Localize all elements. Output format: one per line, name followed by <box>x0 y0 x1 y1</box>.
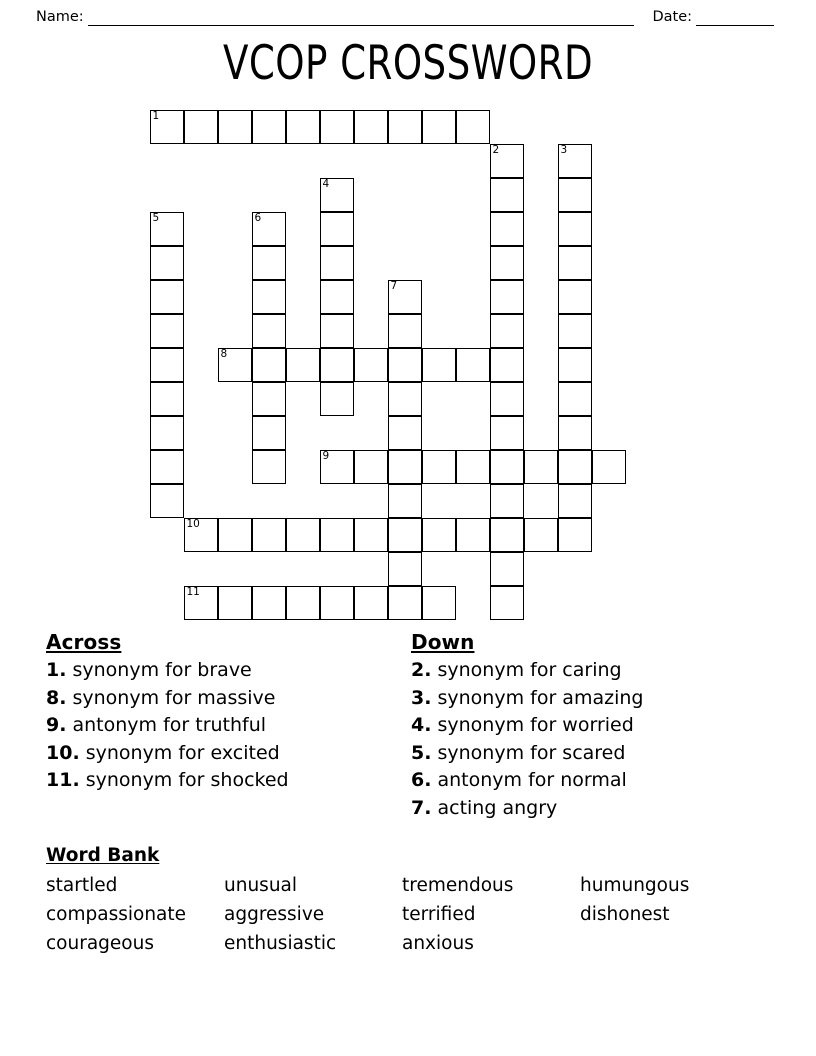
clue-number-9: 9 <box>322 450 330 462</box>
grid-cell[interactable] <box>558 484 592 518</box>
grid-cell[interactable] <box>422 110 456 144</box>
down-clue-list <box>411 657 791 822</box>
grid-cell[interactable] <box>388 586 422 620</box>
across-clue-9 <box>46 712 406 740</box>
grid-cell[interactable] <box>252 280 286 314</box>
date-write-line[interactable] <box>696 13 774 26</box>
grid-cell[interactable] <box>490 484 524 518</box>
grid-cell[interactable] <box>320 110 354 144</box>
grid-cell[interactable] <box>218 586 252 620</box>
grid-cell[interactable] <box>524 450 558 484</box>
grid-cell[interactable] <box>252 110 286 144</box>
name-label: Name: <box>36 9 84 25</box>
clue-number-11: 11 <box>186 586 200 598</box>
grid-cell[interactable] <box>354 518 388 552</box>
grid-cell[interactable] <box>456 450 490 484</box>
grid-cell[interactable] <box>388 416 422 450</box>
word-bank-item: unusual <box>224 875 298 896</box>
grid-cell[interactable] <box>490 178 524 212</box>
grid-cell[interactable] <box>252 212 286 246</box>
word-bank-item: anxious <box>402 933 474 954</box>
grid-cell[interactable] <box>490 416 524 450</box>
grid-cell[interactable] <box>456 518 490 552</box>
grid-cell[interactable] <box>592 450 626 484</box>
grid-cell[interactable] <box>558 212 592 246</box>
grid-cell[interactable] <box>490 212 524 246</box>
grid-cell[interactable] <box>320 178 354 212</box>
grid-cell[interactable] <box>252 246 286 280</box>
clue-number: 9. <box>46 714 67 736</box>
grid-cell[interactable] <box>422 586 456 620</box>
grid-cell[interactable] <box>490 586 524 620</box>
grid-cell[interactable] <box>354 348 388 382</box>
grid-cell[interactable] <box>184 586 218 620</box>
grid-cell[interactable] <box>524 518 558 552</box>
down-clue-4 <box>411 712 791 740</box>
clue-number: 10. <box>46 741 80 764</box>
grid-cell[interactable] <box>150 450 184 484</box>
grid-cell[interactable] <box>490 348 524 382</box>
grid-cell[interactable] <box>558 246 592 280</box>
grid-cell[interactable] <box>252 450 286 484</box>
grid-cell[interactable] <box>354 586 388 620</box>
word-bank-item: aggressive <box>224 904 325 925</box>
grid-cell[interactable] <box>320 246 354 280</box>
grid-cell[interactable] <box>388 280 422 314</box>
down-clue-3 <box>411 685 791 713</box>
grid-cell[interactable] <box>558 314 592 348</box>
down-clues-column <box>411 630 791 822</box>
grid-cell[interactable] <box>320 450 354 484</box>
clue-number-3: 3 <box>560 144 568 156</box>
across-clues-column <box>46 630 406 795</box>
word-bank-heading: Word Bank <box>46 845 160 866</box>
across-clue-1 <box>46 657 406 685</box>
down-clue-2 <box>411 657 791 685</box>
grid-cell[interactable] <box>558 450 592 484</box>
grid-cell[interactable] <box>422 348 456 382</box>
grid-cell[interactable] <box>490 450 524 484</box>
grid-cell[interactable] <box>252 382 286 416</box>
clue-text: acting angry <box>431 796 558 819</box>
grid-cell[interactable] <box>456 348 490 382</box>
date-label: Date: <box>652 9 692 25</box>
clue-text: antonym for truthful <box>66 714 267 736</box>
grid-cell[interactable] <box>490 280 524 314</box>
grid-cell[interactable] <box>286 586 320 620</box>
across-clue-10 <box>46 740 406 768</box>
grid-cell[interactable] <box>422 518 456 552</box>
grid-cell[interactable] <box>218 110 252 144</box>
word-bank-list <box>46 871 786 958</box>
grid-cell[interactable] <box>150 314 184 348</box>
grid-cell[interactable] <box>150 382 184 416</box>
grid-cell[interactable] <box>456 110 490 144</box>
word-bank-item: courageous <box>46 933 154 954</box>
grid-cell[interactable] <box>490 144 524 178</box>
clue-number-4: 4 <box>322 178 330 190</box>
clue-number: 1. <box>46 659 67 681</box>
grid-cell[interactable] <box>320 382 354 416</box>
grid-cell[interactable] <box>558 416 592 450</box>
grid-cell[interactable] <box>252 416 286 450</box>
grid-cell[interactable] <box>184 110 218 144</box>
grid-cell[interactable] <box>558 144 592 178</box>
clue-text: synonym for massive <box>66 686 276 709</box>
grid-cell[interactable] <box>252 518 286 552</box>
grid-cell[interactable] <box>388 348 422 382</box>
clue-number-5: 5 <box>152 212 160 224</box>
clue-number: 8. <box>46 686 67 709</box>
grid-cell[interactable] <box>388 314 422 348</box>
clue-text: synonym for worried <box>431 714 634 736</box>
clue-number-6: 6 <box>254 212 262 224</box>
grid-cell[interactable] <box>354 110 388 144</box>
grid-cell[interactable] <box>388 110 422 144</box>
grid-cell[interactable] <box>490 552 524 586</box>
grid-cell[interactable] <box>388 552 422 586</box>
grid-cell[interactable] <box>150 416 184 450</box>
grid-cell[interactable] <box>558 280 592 314</box>
across-clue-8 <box>46 685 406 713</box>
clue-number: 3. <box>411 686 432 709</box>
grid-cell[interactable] <box>490 246 524 280</box>
across-clue-list <box>46 657 406 795</box>
clue-text: synonym for scared <box>431 741 626 764</box>
clue-number: 4. <box>411 714 432 736</box>
grid-cell[interactable] <box>320 314 354 348</box>
grid-cell[interactable] <box>320 348 354 382</box>
clue-number: 6. <box>411 769 432 791</box>
clue-number: 11. <box>46 769 80 791</box>
grid-cell[interactable] <box>354 450 388 484</box>
grid-cell[interactable] <box>320 212 354 246</box>
grid-cell[interactable] <box>252 348 286 382</box>
grid-cell[interactable] <box>150 280 184 314</box>
grid-cell[interactable] <box>252 314 286 348</box>
word-bank-item: terrified <box>402 904 476 925</box>
clue-text: antonym for normal <box>431 769 627 791</box>
word-bank-section <box>46 845 786 958</box>
word-bank-item: startled <box>46 875 118 896</box>
word-bank-item: humungous <box>580 875 690 896</box>
grid-cell[interactable] <box>286 110 320 144</box>
grid-cell[interactable] <box>184 518 218 552</box>
grid-cell[interactable] <box>320 586 354 620</box>
clue-number-7: 7 <box>390 280 398 292</box>
grid-cell[interactable] <box>150 348 184 382</box>
page-title: VCOP CROSSWORD <box>222 36 594 91</box>
grid-cell[interactable] <box>150 110 184 144</box>
across-heading: Across <box>46 630 122 654</box>
grid-cell[interactable] <box>286 348 320 382</box>
clue-number: 2. <box>411 659 432 681</box>
clue-number-8: 8 <box>220 348 228 360</box>
grid-cell[interactable] <box>320 518 354 552</box>
grid-cell[interactable] <box>388 484 422 518</box>
down-clue-5 <box>411 740 791 768</box>
word-bank-item: tremendous <box>402 875 514 896</box>
grid-cell[interactable] <box>388 518 422 552</box>
clue-number-2: 2 <box>492 144 500 156</box>
grid-cell[interactable] <box>150 246 184 280</box>
clue-text: synonym for caring <box>431 659 622 681</box>
clue-text: synonym for brave <box>66 659 252 681</box>
grid-cell[interactable] <box>558 518 592 552</box>
grid-cell[interactable] <box>558 178 592 212</box>
clue-text: synonym for shocked <box>79 769 289 791</box>
grid-cell[interactable] <box>388 382 422 416</box>
grid-cell[interactable] <box>490 518 524 552</box>
word-bank-item: dishonest <box>580 904 670 925</box>
across-clue-11 <box>46 767 406 795</box>
word-bank-item: compassionate <box>46 904 187 925</box>
grid-cell[interactable] <box>320 280 354 314</box>
grid-cell[interactable] <box>490 382 524 416</box>
clue-number: 5. <box>411 741 432 764</box>
grid-cell[interactable] <box>218 348 252 382</box>
name-write-line[interactable] <box>88 13 635 26</box>
grid-cell[interactable] <box>218 518 252 552</box>
word-bank-empty <box>580 929 758 958</box>
clue-text: synonym for amazing <box>431 686 644 709</box>
grid-cell[interactable] <box>558 382 592 416</box>
name-date-row <box>0 0 816 26</box>
grid-cell[interactable] <box>252 586 286 620</box>
clue-number-1: 1 <box>152 110 160 122</box>
clue-number-10: 10 <box>186 518 200 530</box>
down-clue-7 <box>411 795 791 823</box>
down-clue-6 <box>411 767 791 795</box>
clue-text: synonym for excited <box>79 741 280 764</box>
word-bank-item: enthusiastic <box>224 933 337 954</box>
grid-cell[interactable] <box>558 348 592 382</box>
grid-cell[interactable] <box>286 518 320 552</box>
clue-number: 7. <box>411 796 432 819</box>
grid-cell[interactable] <box>490 314 524 348</box>
crossword-grid[interactable] <box>150 110 670 630</box>
grid-cell[interactable] <box>150 212 184 246</box>
clues-section <box>0 630 816 825</box>
grid-cell[interactable] <box>150 484 184 518</box>
down-heading: Down <box>411 630 475 654</box>
grid-cell[interactable] <box>388 450 422 484</box>
grid-cell[interactable] <box>422 450 456 484</box>
